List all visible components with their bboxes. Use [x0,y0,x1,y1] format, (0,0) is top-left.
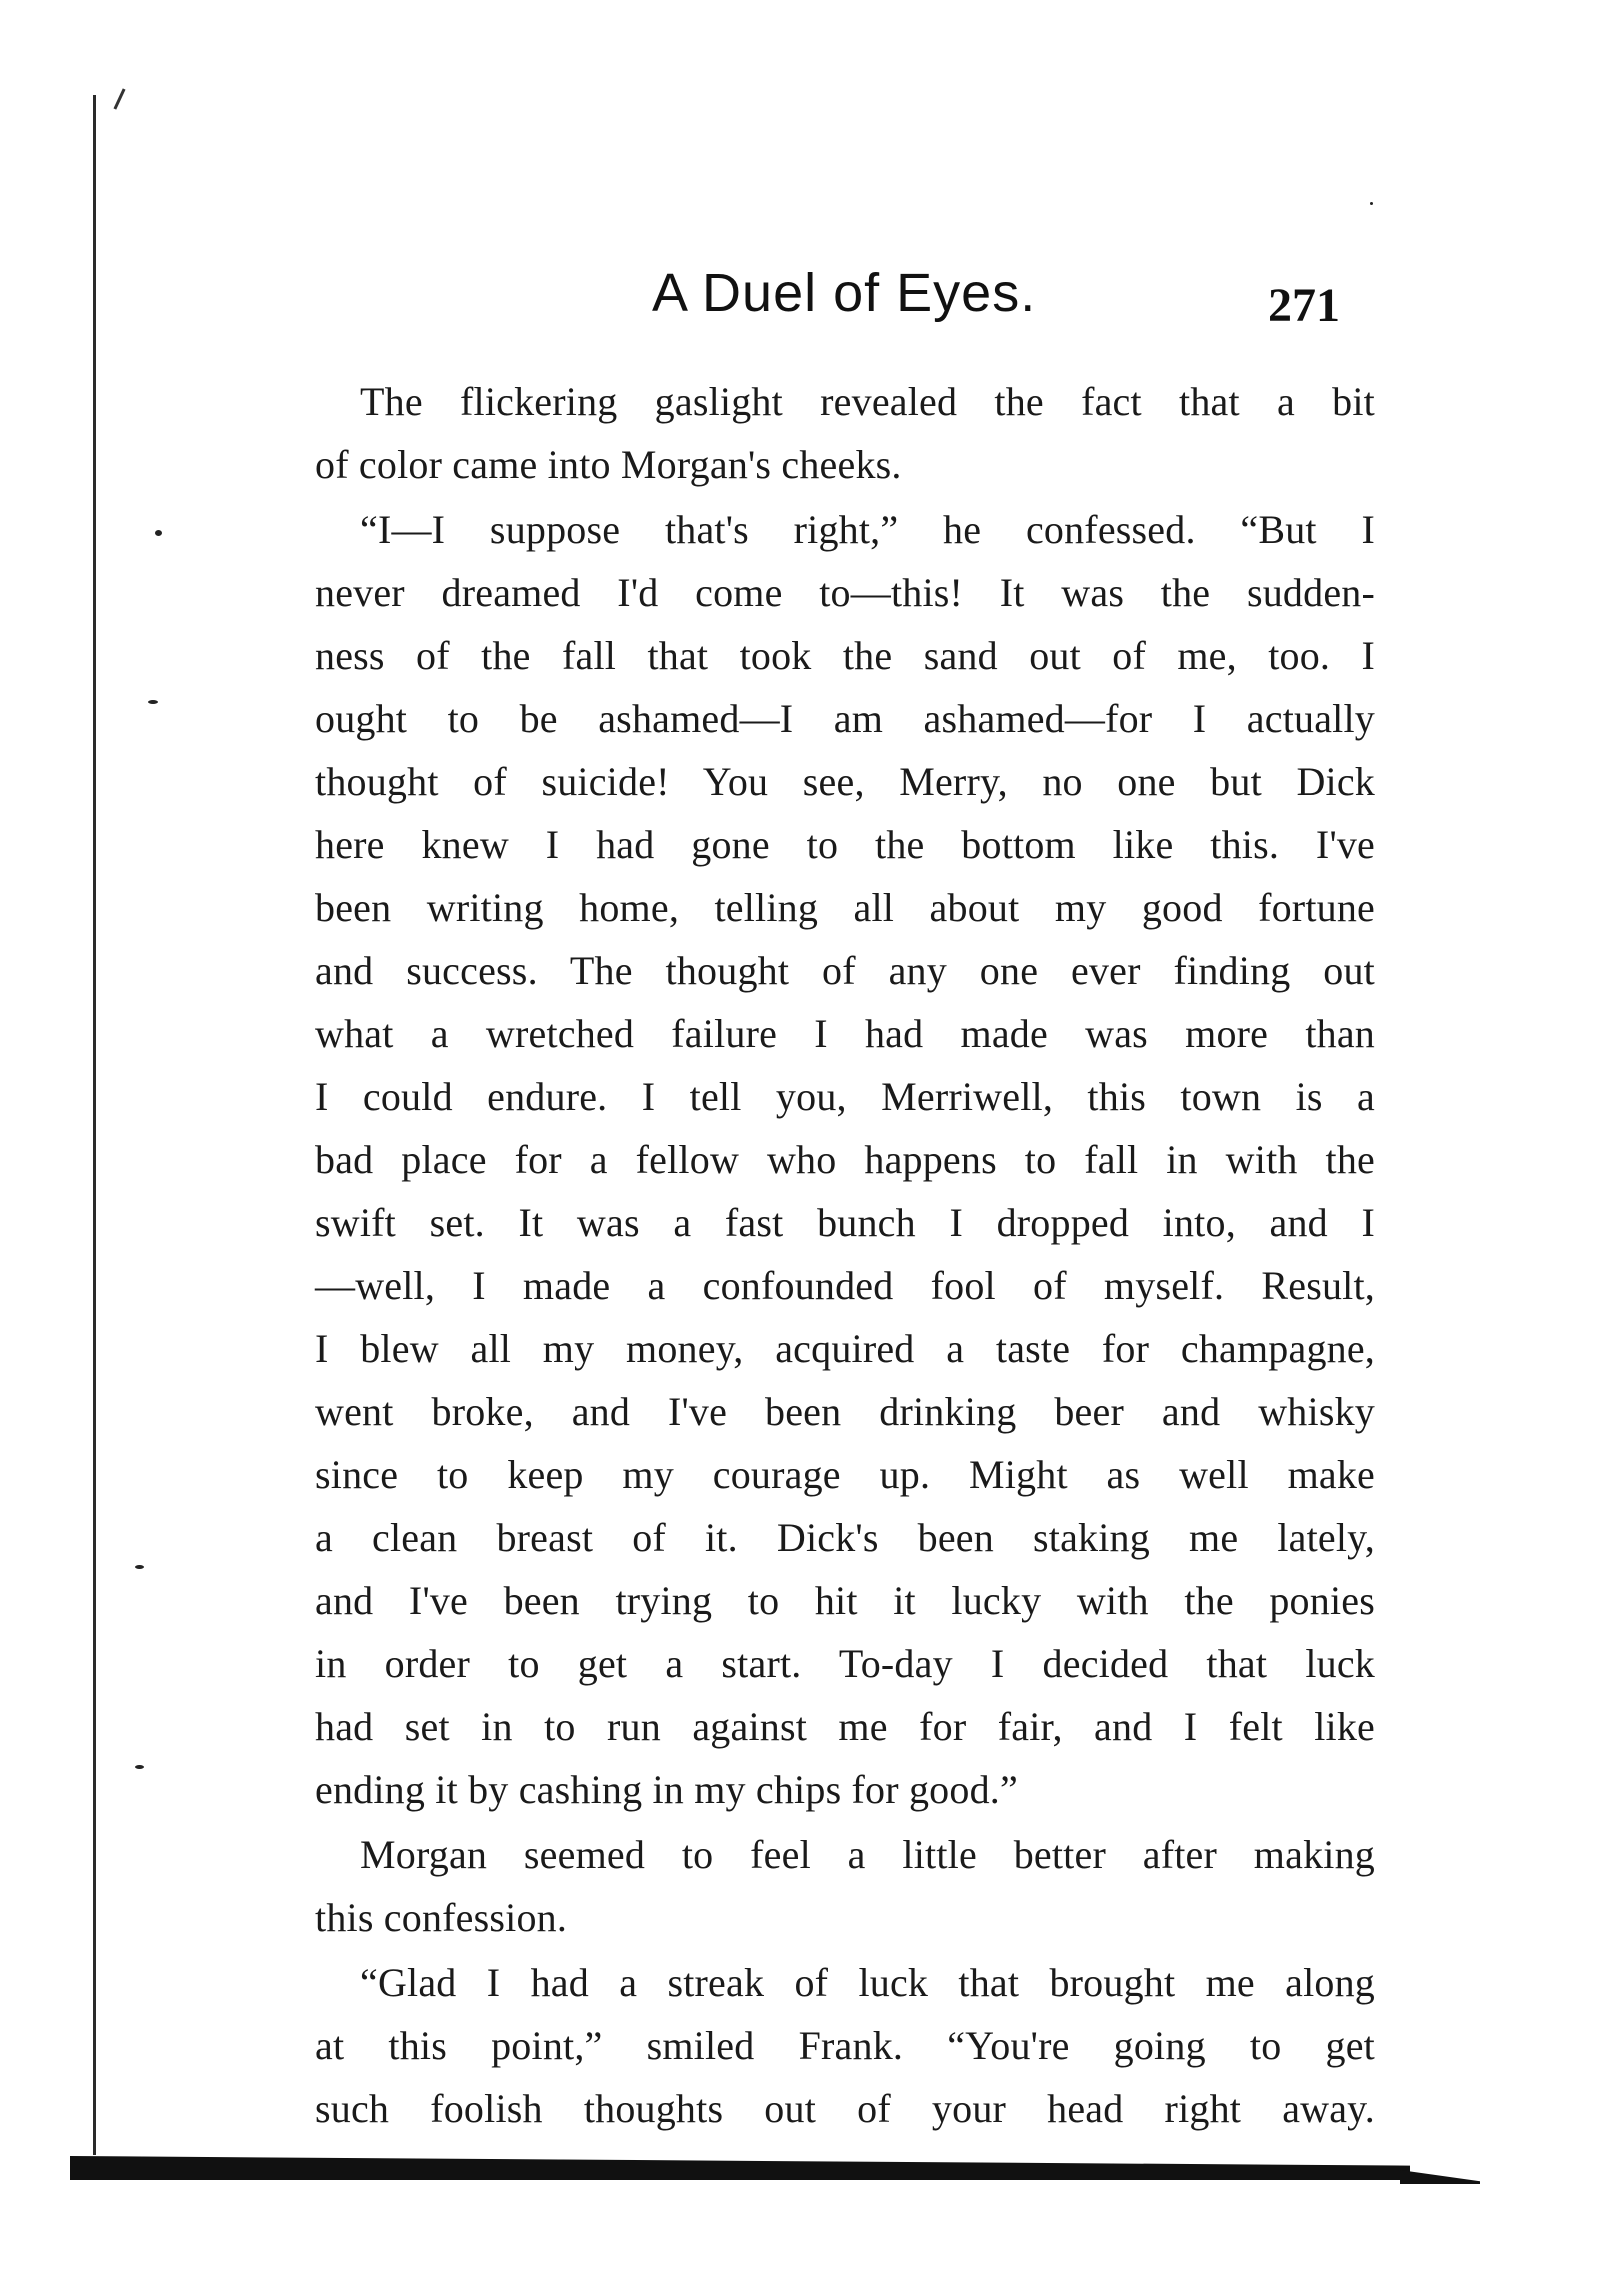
body-text [315,370,1375,2140]
text-line: “I—I suppose that's right,” he confessed. “But I [360,507,1375,552]
text-line: thought of suicide! You see, Merry, no one but Dick [315,759,1375,804]
page-number: 271 [1268,279,1340,332]
text-line: and success. The thought of any one ever finding out [315,948,1375,993]
text-line: bad place for a fellow who happens to fall in with the [315,1137,1375,1182]
text-line: “Glad I had a streak of luck that brought me along [360,1960,1375,2005]
text-line: went broke, and I've been drinking beer and whisky [315,1389,1375,1434]
text-line: had set in to run against me for fair, and I felt like [315,1704,1375,1749]
margin-speck [135,1565,144,1569]
margin-tick-mark [113,88,125,109]
text-line: Morgan seemed to feel a little better after making [360,1832,1375,1877]
text-line: I could endure. I tell you, Merriwell, this town is a [315,1074,1375,1119]
running-header-title: A Duel of Eyes. [652,263,1037,323]
bottom-rule [70,2156,1410,2180]
bottom-rule-tail [1400,2170,1480,2184]
text-line: ness of the fall that took the sand out of me, too. I [315,633,1375,678]
margin-speck [155,530,162,536]
text-line: never dreamed I'd come to—this! It was the sudden- [315,570,1375,615]
text-line: ending it by cashing in my chips for good.” [315,1767,1018,1812]
text-line: I blew all my money, acquired a taste for champagne, [315,1326,1375,1371]
text-line: what a wretched failure I had made was more than [315,1011,1375,1056]
text-line: since to keep my courage up. Might as well make [315,1452,1375,1497]
text-line: The flickering gaslight revealed the fact that a bit [360,379,1375,424]
text-line: ought to be ashamed—I am ashamed—for I actually [315,696,1375,741]
text-line: a clean breast of it. Dick's been staking me lately, [315,1515,1375,1560]
left-margin-rule [93,95,96,2155]
text-line: in order to get a start. To-day I decided that luck [315,1641,1375,1686]
text-line: been writing home, telling all about my good fortune [315,885,1375,930]
text-line: at this point,” smiled Frank. “You're going to get [315,2023,1375,2068]
margin-speck [135,1765,144,1769]
text-line: of color came into Morgan's cheeks. [315,442,902,487]
text-line: this confession. [315,1895,568,1940]
text-line: —well, I made a confounded fool of myself. Result, [315,1263,1375,1308]
text-line: here knew I had gone to the bottom like this. I've [315,822,1375,867]
text-line: such foolish thoughts out of your head right away. [315,2086,1375,2131]
margin-speck [1370,202,1373,205]
margin-speck [148,700,158,704]
text-line: and I've been trying to hit it lucky with the ponies [315,1578,1375,1623]
text-line: swift set. It was a fast bunch I dropped into, and I [315,1200,1375,1245]
